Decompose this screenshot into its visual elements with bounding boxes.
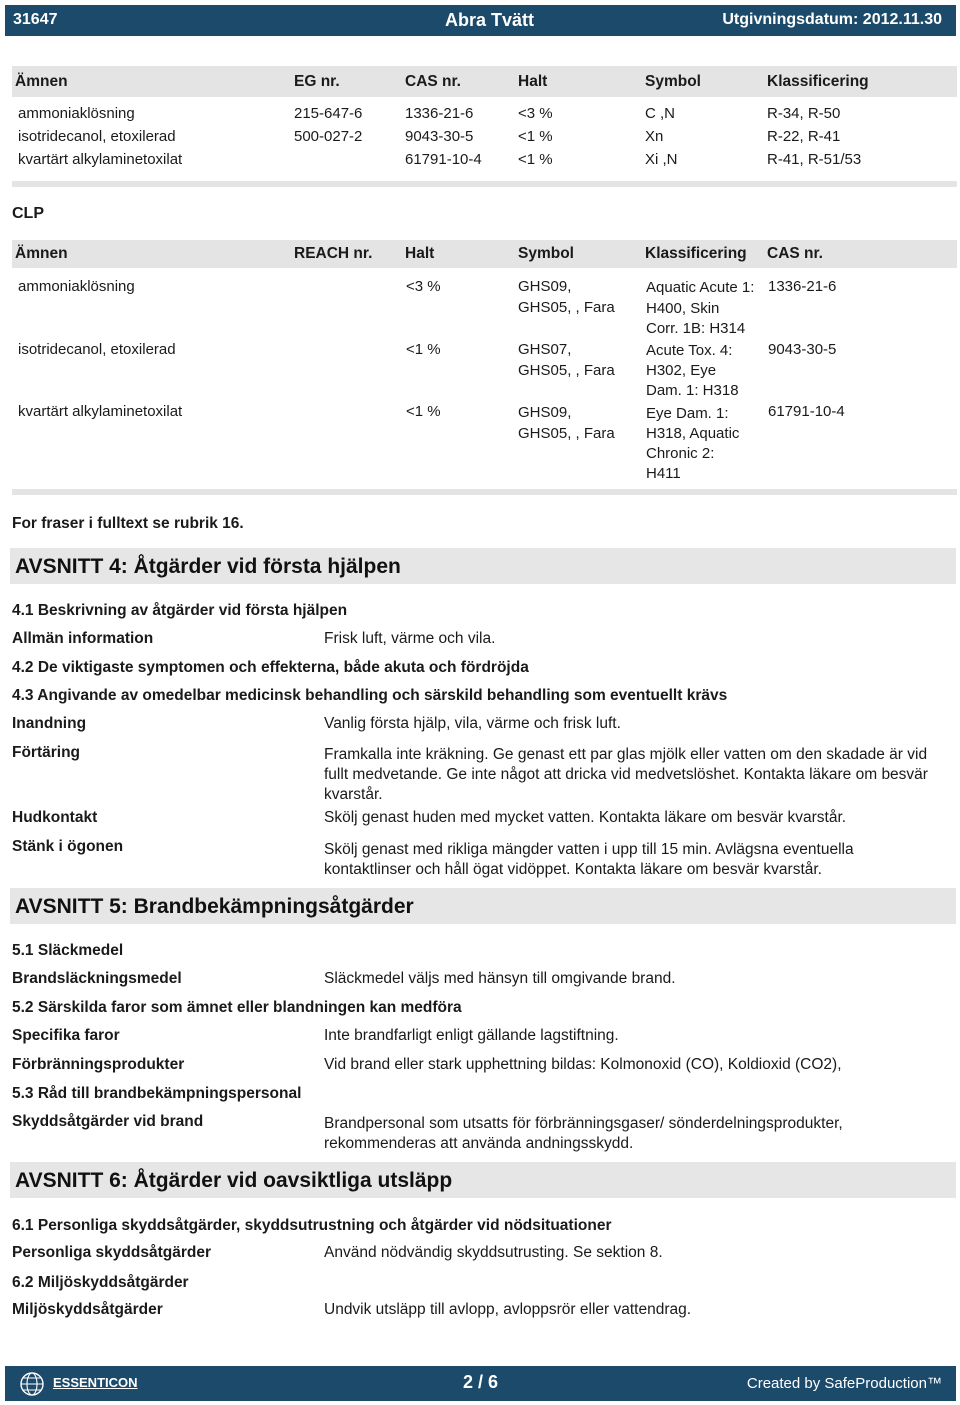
symbol-line: GHS07,	[518, 341, 572, 358]
section-heading	[10, 888, 956, 924]
col-header: Halt	[518, 73, 548, 90]
cas-number: 61791-10-4	[768, 403, 845, 420]
symbol-line: GHS05, , Fara	[518, 362, 615, 379]
clp-heading: CLP	[12, 205, 44, 222]
section-title: AVSNITT 5: Brandbekämpningsåtgärder	[15, 895, 414, 918]
field-label: Förbränningsprodukter	[12, 1056, 185, 1073]
section-heading	[10, 548, 956, 584]
concentration: <1 %	[406, 403, 441, 420]
ec-number: 215-647-6	[294, 105, 363, 122]
classification-line: Chronic 2:	[646, 445, 715, 462]
symbol-line: GHS05, , Fara	[518, 299, 615, 316]
classification: R-34, R-50	[767, 105, 841, 122]
section-title: AVSNITT 6: Åtgärder vid oavsiktliga utsläpp	[15, 1169, 453, 1192]
product-name: Abra Tvätt	[445, 10, 535, 30]
field-label: Specifika faror	[12, 1027, 120, 1044]
col-header: Symbol	[645, 73, 701, 90]
created-by: Created by SafeProduction™	[746, 1375, 942, 1392]
field-label: Personliga skyddsåtgärder	[12, 1244, 211, 1261]
field-label: Förtäring	[12, 744, 81, 761]
col-header: Klassificering	[645, 245, 747, 262]
col-header: EG nr.	[294, 73, 340, 90]
subsection-heading: 4.3 Angivande av omedelbar medicinsk behandling och särskild behandling som eventuellt krävs	[12, 687, 728, 704]
page-header	[5, 5, 956, 36]
field-value: Framkalla inte kräkning. Ge genast ett par glas mjölk eller vatten om den skadade är vid fullt medvetande. Ge inte något att dricka vid medvetslöshet. Kontakta läkare om besvär kvarstår.	[324, 746, 928, 803]
field-label: Brandsläckningsmedel	[12, 970, 182, 987]
logo-text: ESSENTICON	[53, 1375, 138, 1390]
concentration: <3 %	[518, 105, 553, 122]
field-label: Stänk i ögonen	[12, 838, 124, 855]
field-value: Inte brandfarligt enligt gällande lagstiftning.	[324, 1027, 619, 1044]
field-value: Skölj genast med rikliga mängder vatten i upp till 15 min. Avlägsna eventuella kontaktlinser och håll ögat vidöppet. Kontakta läkare om besvär kvarstår.	[324, 841, 854, 878]
classification-line: Dam. 1: H318	[646, 382, 739, 399]
subsection-heading: 4.1 Beskrivning av åtgärder vid första hjälpen	[12, 602, 348, 619]
issue-date: Utgivningsdatum: 2012.11.30	[722, 11, 942, 28]
field-label: Hudkontakt	[12, 809, 98, 826]
classification: R-41, R-51/53	[767, 151, 862, 168]
field-value: Undvik utsläpp till avlopp, avloppsrör eller vattendrag.	[324, 1301, 692, 1318]
symbol-line: GHS09,	[518, 278, 572, 295]
symbol-line: GHS09,	[518, 404, 572, 421]
classification-line: Corr. 1B: H314	[646, 320, 746, 337]
section-title: AVSNITT 4: Åtgärder vid första hjälpen	[15, 555, 401, 578]
symbol-line: GHS05, , Fara	[518, 425, 615, 442]
globe-icon	[19, 1371, 45, 1401]
classification-line: Acute Tox. 4:	[646, 342, 733, 359]
cas-number: 9043-30-5	[405, 128, 474, 145]
field-value: Brandpersonal som utsatts för förbränningsgaser/ sönderdelningsprodukter, rekommenderas att använda andningsskydd.	[324, 1115, 843, 1152]
classification-line: Eye Dam. 1:	[646, 405, 729, 422]
symbol: Xi ,N	[645, 151, 678, 168]
concentration: <1 %	[406, 341, 441, 358]
subsection-heading: 6.1 Personliga skyddsåtgärder, skyddsutrustning och åtgärder vid nödsituationer	[12, 1217, 612, 1234]
classification-line: H411	[646, 465, 681, 482]
substance-name: kvartärt alkylaminetoxilat	[18, 403, 183, 420]
classification-line: Aquatic Acute 1:	[646, 279, 755, 296]
field-value: Vanlig första hjälp, vila, värme och frisk luft.	[324, 715, 621, 732]
concentration: <1 %	[518, 128, 553, 145]
classification: R-22, R-41	[767, 128, 841, 145]
substance-name: ammoniaklösning	[18, 278, 135, 295]
symbol: Xn	[645, 128, 664, 145]
table-divider	[12, 489, 957, 495]
substance-name: isotridecanol, etoxilerad	[18, 341, 176, 358]
subsection-heading: 5.2 Särskilda faror som ämnet eller blandningen kan medföra	[12, 999, 462, 1016]
fulltext-note: For fraser i fulltext se rubrik 16.	[12, 515, 244, 532]
cas-number: 9043-30-5	[768, 341, 837, 358]
ec-number: 500-027-2	[294, 128, 363, 145]
concentration: <3 %	[406, 278, 441, 295]
col-header: Ämnen	[15, 245, 68, 262]
field-value: Använd nödvändig skyddsutrusting. Se sektion 8.	[324, 1244, 663, 1261]
subsection-heading: 5.3 Råd till brandbekämpningspersonal	[12, 1085, 302, 1102]
col-header: CAS nr.	[767, 245, 823, 262]
field-label: Miljöskyddsåtgärder	[12, 1301, 163, 1318]
classification-line: H400, Skin	[646, 300, 720, 317]
field-value: Släckmedel väljs med hänsyn till omgivande brand.	[324, 970, 676, 987]
cas-number: 1336-21-6	[768, 278, 837, 295]
subsection-heading: 6.2 Miljöskyddsåtgärder	[12, 1274, 189, 1291]
page-footer	[5, 1366, 956, 1401]
classification-line: H302, Eye	[646, 362, 717, 379]
substance-name: isotridecanol, etoxilerad	[18, 128, 176, 145]
col-header: CAS nr.	[405, 73, 461, 90]
field-value: Frisk luft, värme och vila.	[324, 630, 496, 647]
substance-name: kvartärt alkylaminetoxilat	[18, 151, 183, 168]
classification-line: H318, Aquatic	[646, 425, 740, 442]
symbol: C ,N	[645, 105, 675, 122]
substance-name: ammoniaklösning	[18, 105, 135, 122]
section-heading	[10, 1162, 956, 1198]
col-header: Klassificering	[767, 73, 869, 90]
subsection-heading: 4.2 De viktigaste symptomen och effekterna, både akuta och fördröjda	[12, 659, 529, 676]
table-divider	[12, 181, 957, 187]
field-value: Skölj genast huden med mycket vatten. Kontakta läkare om besvär kvarstår.	[324, 809, 847, 826]
field-label: Inandning	[12, 715, 87, 732]
clp-table-header	[12, 240, 957, 268]
field-label: Allmän information	[12, 630, 154, 647]
col-header: Symbol	[518, 245, 574, 262]
cas-number: 61791-10-4	[405, 151, 482, 168]
concentration: <1 %	[518, 151, 553, 168]
col-header: Halt	[405, 245, 435, 262]
col-header: REACH nr.	[294, 245, 373, 262]
subsection-heading: 5.1 Släckmedel	[12, 942, 124, 959]
dsd-table-header	[12, 66, 957, 97]
document-number: 31647	[13, 11, 58, 28]
field-value: Vid brand eller stark upphettning bildas: Kolmonoxid (CO), Koldioxid (CO2),	[324, 1056, 842, 1073]
field-label: Skyddsåtgärder vid brand	[12, 1113, 204, 1130]
col-header: Ämnen	[15, 73, 68, 90]
page-number: 2 / 6	[463, 1372, 499, 1392]
cas-number: 1336-21-6	[405, 105, 474, 122]
